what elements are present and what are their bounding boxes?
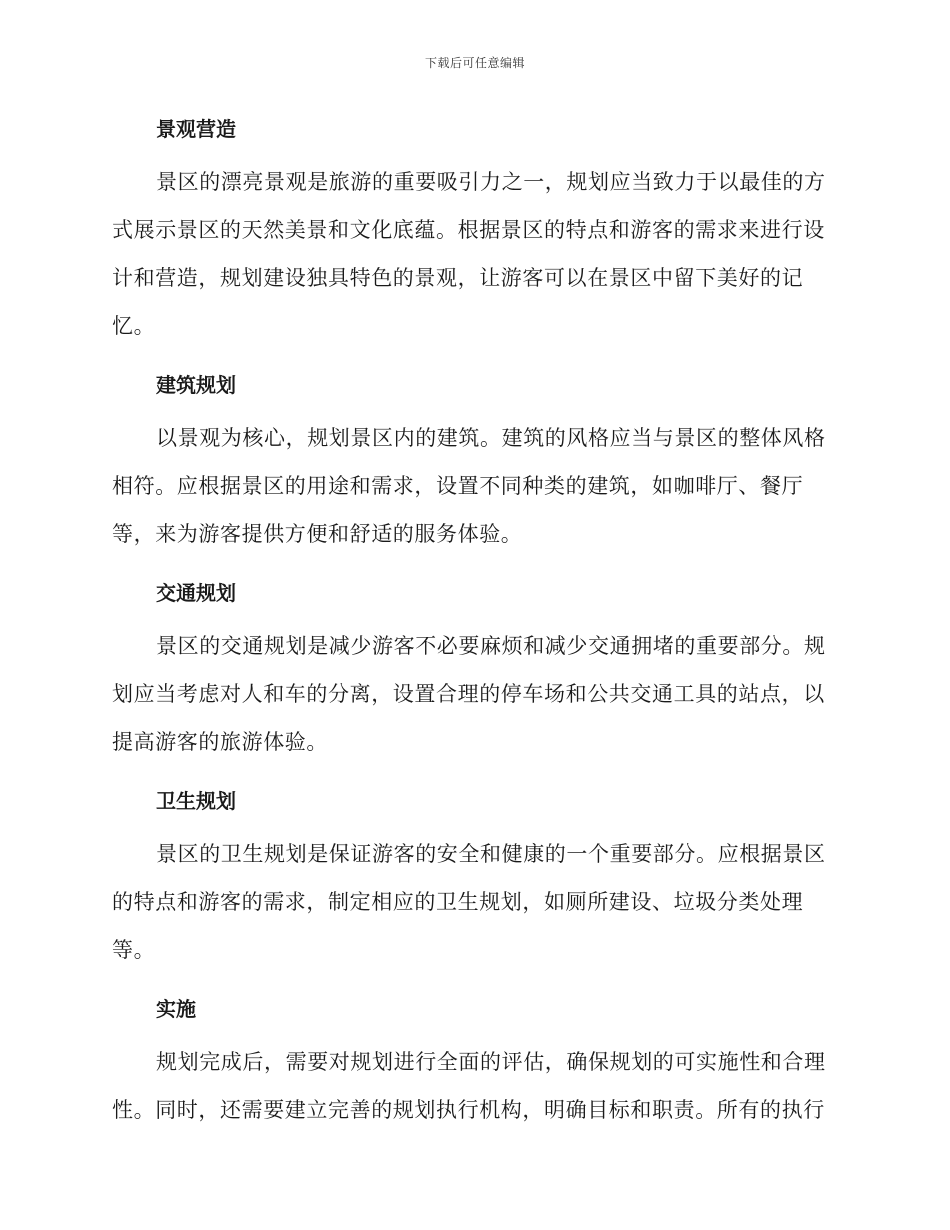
- section-paragraph-landscape: 景区的漂亮景观是旅游的重要吸引力之一，规划应当致力于以最佳的方式展示景区的天然美景和文化底蕴。根据景区的特点和游客的需求来进行设计和营造，规划建设独具特色的景观，让游客可以在景区中留下美好的记忆。: [112, 170, 826, 338]
- section-heading-architecture: 建筑规划: [156, 373, 236, 397]
- document-body: [112, 108, 832, 1148]
- section-heading-implementation: 实施: [156, 997, 196, 1021]
- section-paragraph-implementation: 规划完成后，需要对规划进行全面的评估，确保规划的可实施性和合理性。同时，还需要建立完善的规划执行机构，明确目标和职责。所有的执行: [112, 1050, 826, 1122]
- section-paragraph-sanitation: 景区的卫生规划是保证游客的安全和健康的一个重要部分。应根据景区的特点和游客的需求，制定相应的卫生规划，如厕所建设、垃圾分类处理等。: [112, 842, 826, 962]
- page-header: 下载后可任意编辑: [424, 56, 525, 70]
- section-paragraph-architecture: 以景观为核心，规划景区内的建筑。建筑的风格应当与景区的整体风格相符。应根据景区的用途和需求，设置不同种类的建筑，如咖啡厅、餐厅等，来为游客提供方便和舒适的服务体验。: [112, 426, 826, 546]
- section-paragraph-traffic: 景区的交通规划是减少游客不必要麻烦和减少交通拥堵的重要部分。规划应当考虑对人和车的分离，设置合理的停车场和公共交通工具的站点，以提高游客的旅游体验。: [112, 634, 826, 754]
- section-heading-landscape: 景观营造: [156, 117, 236, 141]
- section-heading-sanitation: 卫生规划: [156, 789, 236, 813]
- section-heading-traffic: 交通规划: [156, 581, 236, 605]
